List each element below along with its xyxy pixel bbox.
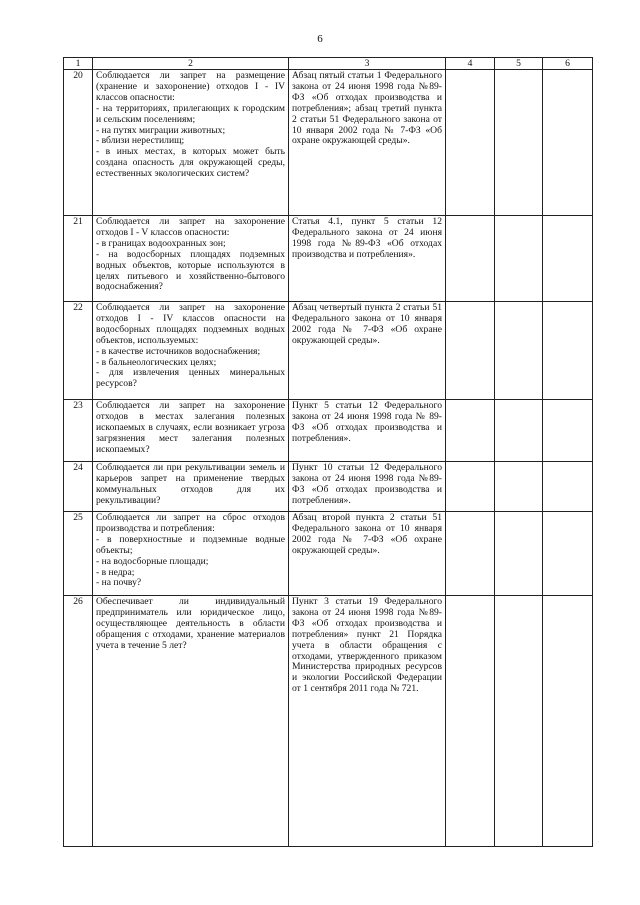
text-line: - для извлечения ценных минеральных ресурсов? — [96, 367, 285, 390]
answer-cell[interactable] — [446, 512, 495, 596]
text-line: - в недра; — [96, 566, 135, 578]
answer-cell[interactable] — [446, 70, 495, 216]
column-header: 2 — [93, 58, 289, 70]
answer-cell[interactable] — [495, 70, 543, 216]
answer-cell[interactable] — [495, 216, 543, 302]
column-header: 4 — [446, 58, 495, 70]
text-line: Соблюдается ли запрет на сброс отходов производства и потребления: — [96, 512, 285, 534]
question-cell — [93, 70, 289, 216]
answer-cell[interactable] — [446, 462, 495, 512]
text-line: - на водосборные площади; — [96, 555, 209, 567]
column-header: 1 — [64, 58, 93, 70]
header-row — [64, 58, 593, 70]
answer-cell[interactable] — [446, 596, 495, 847]
text-line: Соблюдается ли запрет на размещение (хранение и захоронение) отходов I - IV классов опасности: — [96, 70, 285, 103]
table-row — [64, 70, 593, 216]
text-line: - в бальнеологических целях; — [96, 356, 217, 368]
table-row — [64, 462, 593, 512]
text-line: - на путях миграции животных; — [96, 124, 226, 136]
row-number: 25 — [64, 512, 93, 596]
answer-cell[interactable] — [543, 216, 593, 302]
column-header: 3 — [289, 58, 446, 70]
answer-cell[interactable] — [543, 596, 593, 847]
table-row — [64, 512, 593, 596]
answer-cell[interactable] — [543, 70, 593, 216]
answer-cell[interactable] — [543, 302, 593, 400]
text-line: Соблюдается ли запрет на захоронение отходов I - IV классов опасности на водосборных площадях подземных водных объектов, используемых: — [96, 302, 285, 346]
table-row — [64, 216, 593, 302]
row-number: 20 — [64, 70, 93, 216]
question-cell — [93, 512, 289, 596]
text-line: - в иных местах, в которых может быть создана опасность для окружающей среды, естественных экологических систем? — [96, 146, 285, 180]
question-cell — [93, 216, 289, 302]
text-line: - на почву? — [96, 577, 142, 589]
text-line: - на территориях, прилегающих к городским и сельским поселениям; — [96, 102, 285, 125]
answer-cell[interactable] — [495, 302, 543, 400]
table-row — [64, 400, 593, 462]
row-number: 23 — [64, 400, 93, 462]
row-number: 26 — [64, 596, 93, 847]
text-line: - в границах водоохранных зон; — [96, 237, 226, 249]
text-line: - в поверхностные и подземные водные объекты; — [96, 533, 285, 556]
requirement-cell: Пункт 5 статьи 12 Федерального закона от 24 июня 1998 года № 89-ФЗ «Об отходах производства и потребления». — [289, 400, 446, 462]
row-number: 22 — [64, 302, 93, 400]
answer-cell[interactable] — [446, 302, 495, 400]
requirement-cell: Абзац второй пункта 2 статьи 51 Федерального закона от 10 января 2002 года № 7-ФЗ «Об охране окружающей среды». — [289, 512, 446, 596]
answer-cell[interactable] — [446, 216, 495, 302]
row-number: 21 — [64, 216, 93, 302]
requirement-cell: Пункт 3 статьи 19 Федерального закона от 24 июня 1998 года №89-ФЗ «Об отходах производства и потребления» пункт 21 Порядка учета в области обращения с отходами, утвержденного приказом Министерства природных ресурсов и экологии Российской Федерации от 1 сентября 2011 года № 721. — [289, 596, 446, 847]
question-cell — [93, 302, 289, 400]
answer-cell[interactable] — [543, 512, 593, 596]
text-line: Соблюдается ли запрет на захоронение отходов I - V классов опасности: — [96, 216, 285, 238]
checklist-table — [63, 57, 593, 847]
answer-cell[interactable] — [495, 512, 543, 596]
question-cell — [93, 400, 289, 462]
answer-cell[interactable] — [495, 596, 543, 847]
text-line: Соблюдается ли при рекультивации земель и карьеров запрет на применение твердых коммунальных отходов для их рекультивации? — [96, 462, 285, 506]
question-cell — [93, 596, 289, 847]
row-number: 24 — [64, 462, 93, 512]
column-header: 5 — [495, 58, 543, 70]
text-line: - на водосборных площадях подземных водных объектов, которые используются в целях питьевого и хозяйственно-бытового водоснабжения? — [96, 248, 285, 293]
answer-cell[interactable] — [495, 462, 543, 512]
table-row — [64, 596, 593, 847]
answer-cell[interactable] — [543, 462, 593, 512]
requirement-cell: Абзац четвертый пункта 2 статьи 51 Федерального закона от 10 января 2002 года № 7-ФЗ «Об охране окружающей среды». — [289, 302, 446, 400]
column-header: 6 — [543, 58, 593, 70]
page-number: 6 — [317, 33, 323, 45]
requirement-cell: Абзац пятый статьи 1 Федерального закона от 24 июня 1998 года №89-ФЗ «Об отходах производства и потребления»; абзац третий пункта 2 статьи 51 Федерального закона от 10 января 2002 года № 7-ФЗ «Об охране окружающей среды». — [289, 70, 446, 216]
text-line: Обеспечивает ли индивидуальный предприниматель или юридическое лицо, осуществляющее деятельность в области обращения с отходами, хранение материалов учета в течение 5 лет? — [96, 596, 285, 651]
table-row — [64, 302, 593, 400]
answer-cell[interactable] — [495, 400, 543, 462]
text-line: - в качестве источников водоснабжения; — [96, 345, 261, 357]
answer-cell[interactable] — [543, 400, 593, 462]
text-line: - вблизи нерестилищ; — [96, 135, 185, 147]
question-cell — [93, 462, 289, 512]
text-line: Соблюдается ли запрет на захоронение отходов в местах залегания полезных ископаемых в случаях, если возникает угроза загрязнения мест залегания полезных ископаемых? — [96, 400, 285, 455]
requirement-cell: Пункт 10 статьи 12 Федерального закона от 24 июня 1998 года №89-ФЗ «Об отходах производства и потребления». — [289, 462, 446, 512]
requirement-cell: Статья 4.1, пункт 5 статьи 12 Федерального закона от 24 июня 1998 года №89-ФЗ «Об отходах производства и потребления». — [289, 216, 446, 302]
answer-cell[interactable] — [446, 400, 495, 462]
